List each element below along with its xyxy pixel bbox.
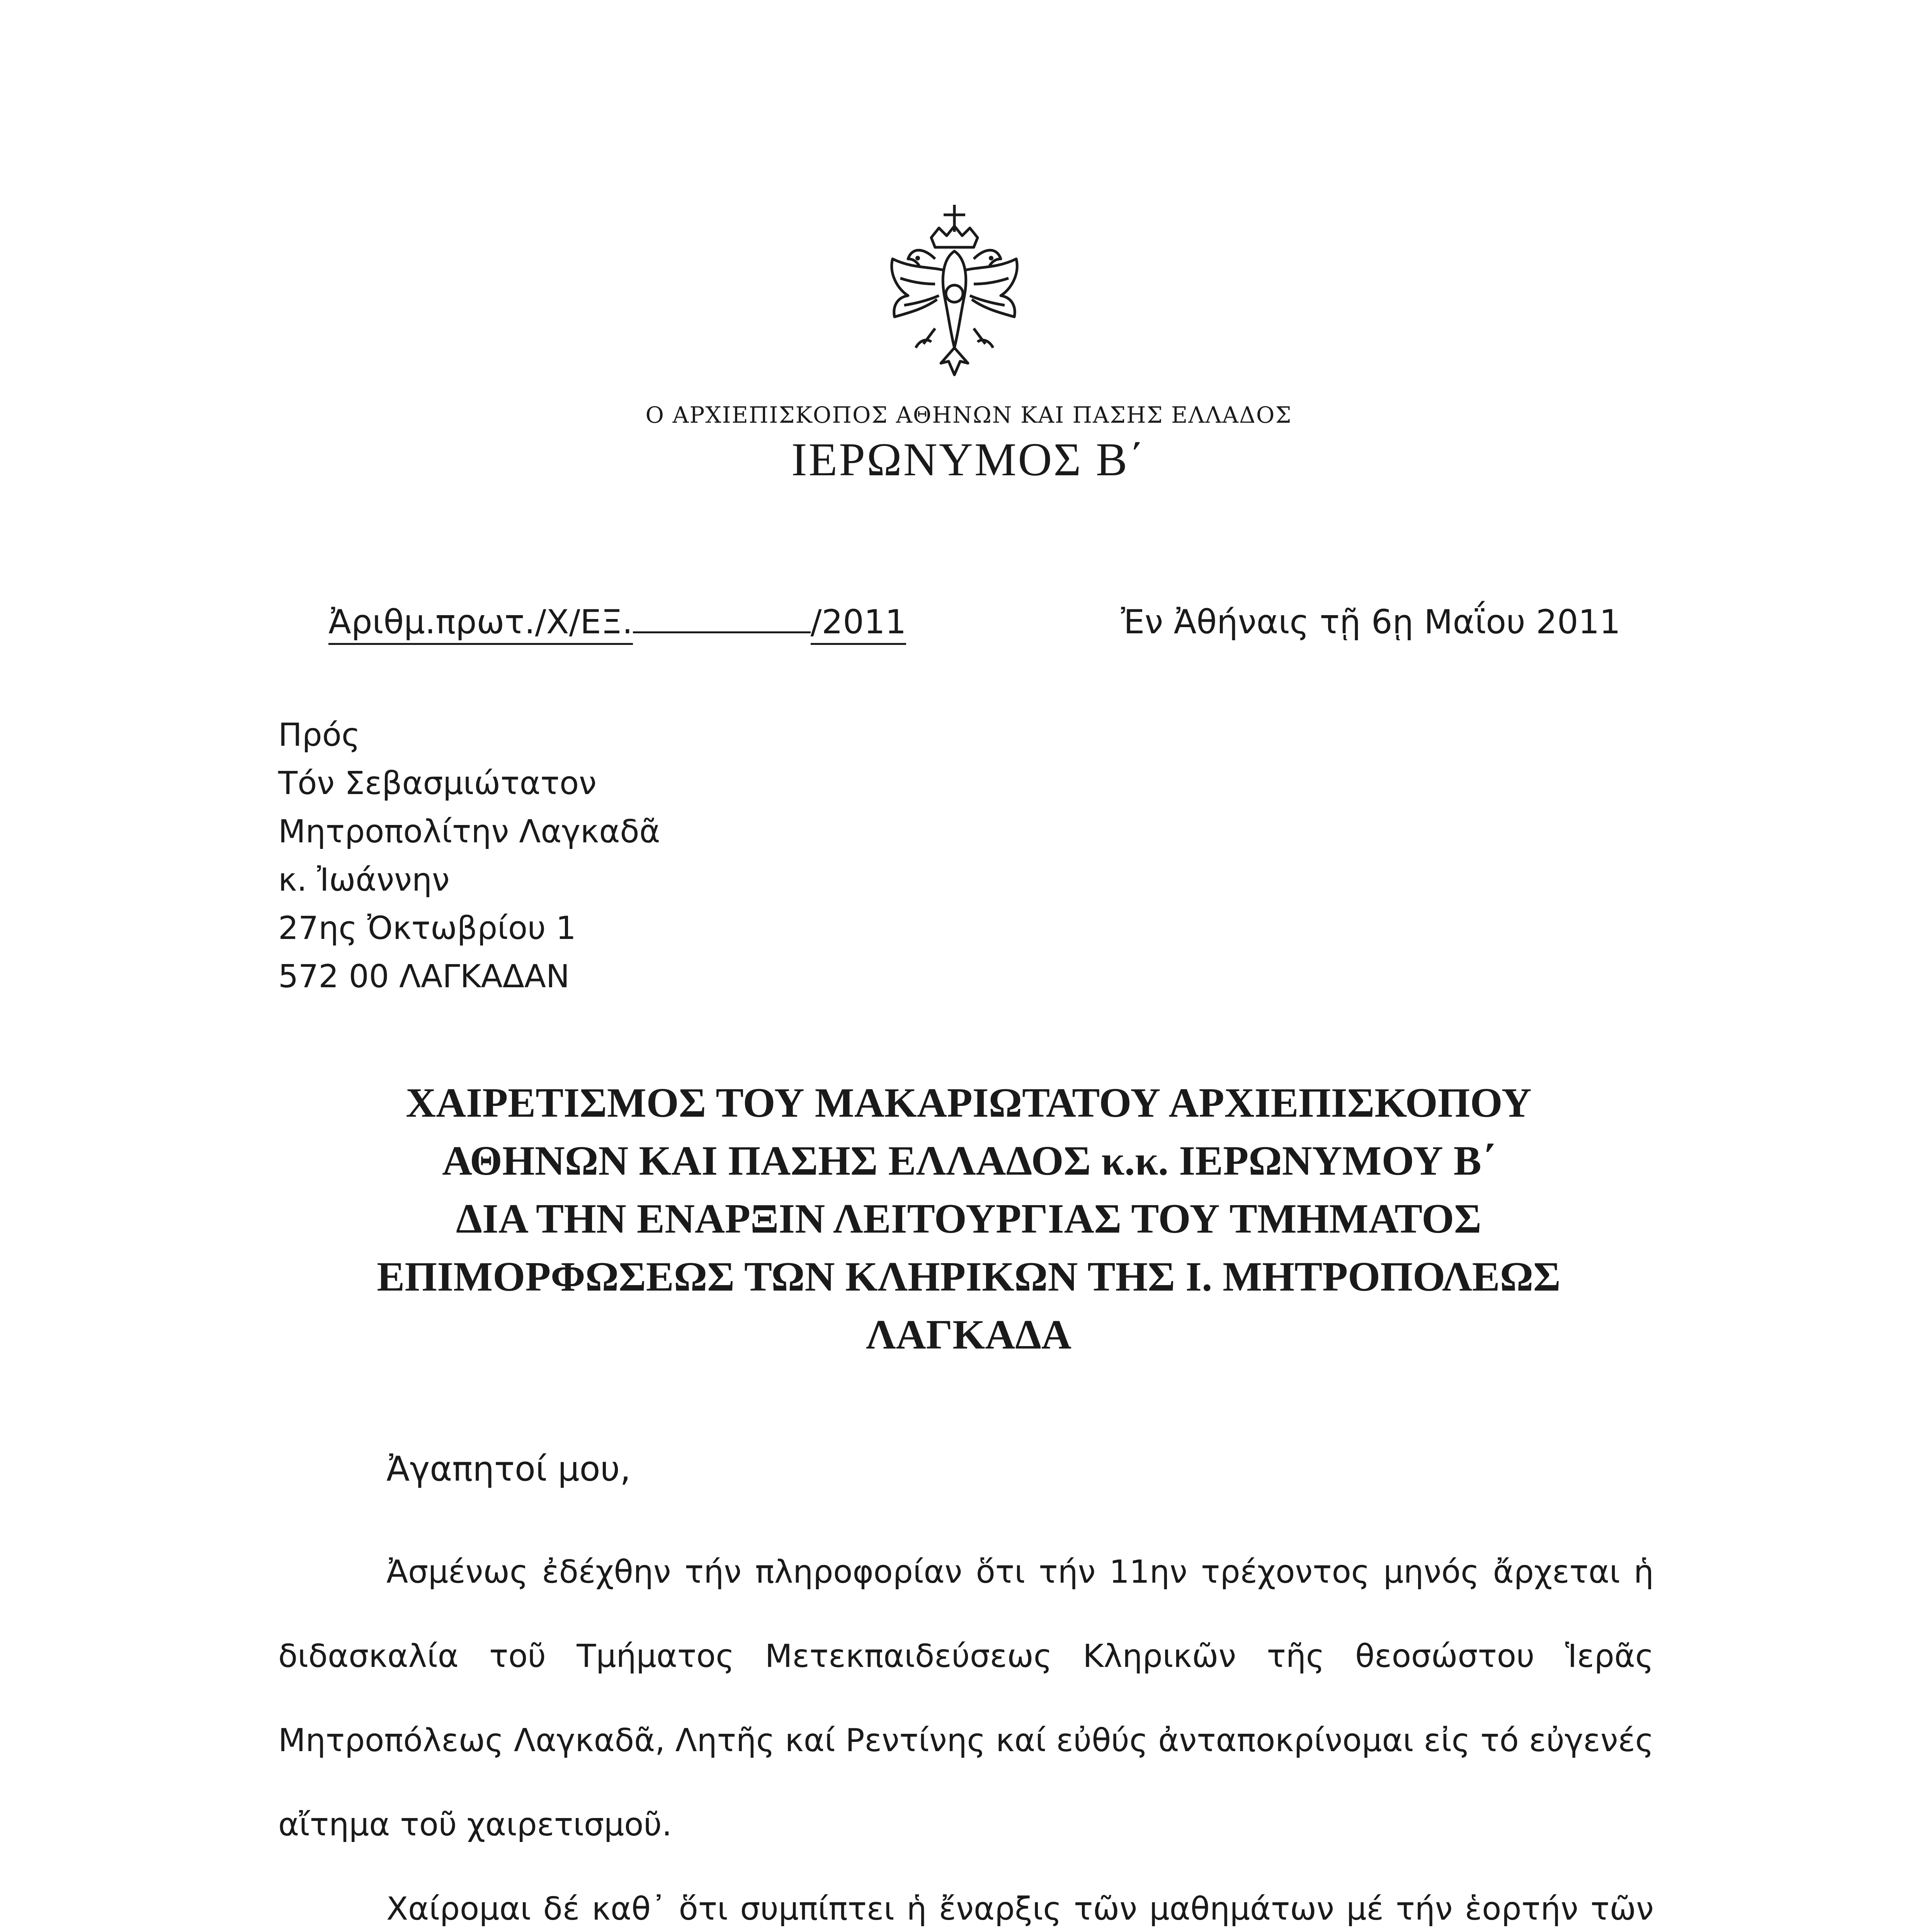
body-paragraph: Χαίρομαι δέ καθ᾽ ὅτι συμπίπτει ἡ ἔναρξις τῶν μαθημάτων μέ τήν ἑορτήν τῶν — [386, 1891, 1654, 1927]
address-line: Μητροπολίτην Λαγκαδᾶ — [278, 813, 660, 850]
double-headed-eagle-icon — [877, 201, 1032, 383]
protocol-number — [328, 603, 906, 645]
heading-line: ΧΑΙΡΕΤΙΣΜΟΣ ΤΟΥ ΜΑΚΑΡΙΩΤΑΤΟΥ ΑΡΧΙΕΠΙΣΚΟΠΟΥ — [406, 1080, 1532, 1126]
office-title: Ο ΑΡΧΙΕΠΙΣΚΟΠΟΣ ΑΘΗΝΩΝ ΚΑΙ ΠΑΣΗΣ ΕΛΛΑΔΟΣ — [645, 402, 1292, 428]
letter-heading — [0, 1074, 1932, 1364]
body-paragraph: Ἀσμένως ἐδέχθην τήν πληροφορίαν ὅτι τήν 11ην τρέχοντος μηνός ἄρχεται ἡ διδασκαλία τοῦ Τμήματος Μετεκπαιδεύσεως Κληρικῶν τῆς θεοσώστου Ἱερᾶς Μητροπόλεως Λαγκαδᾶ, Λητῆς καί Ρεντίνης καί εὐθύς ἀνταποκρίνομαι εἰς τό εὐγενές αἴτημα τοῦ χαιρετισμοῦ. — [278, 1554, 1654, 1843]
recipient-address — [278, 711, 660, 1001]
salutation: Ἀγαπητοί μου, — [386, 1449, 631, 1489]
heading-line: ΛΑΓΚΑΔΑ — [866, 1312, 1071, 1358]
address-line: Τόν Σεβασμιώτατον — [278, 765, 597, 802]
address-line: 572 00 ΛΑΓΚΑΔΑΝ — [278, 958, 570, 995]
protocol-prefix: Ἀριθμ.πρωτ./Χ/ΕΞ. — [328, 603, 633, 645]
address-line: 27ης Ὀκτωβρίου 1 — [278, 910, 576, 947]
heading-line: ΔΙΑ ΤΗΝ ΕΝΑΡΞΙΝ ΛΕΙΤΟΥΡΓΙΑΣ ΤΟΥ ΤΜΗΜΑΤΟΣ — [456, 1196, 1481, 1242]
protocol-year: /2011 — [811, 603, 906, 645]
protocol-blank — [633, 604, 811, 633]
letter-date: Ἐν Ἀθήναις τῇ 6ῃ Μαΐου 2011 — [1121, 603, 1621, 641]
archbishop-name: ΙΕΡΩΝΥΜΟΣ Β΄ — [791, 434, 1146, 486]
address-line: κ. Ἰωάννην — [278, 862, 450, 898]
heading-line: ΑΘΗΝΩΝ ΚΑΙ ΠΑΣΗΣ ΕΛΛΑΔΟΣ κ.κ. ΙΕΡΩΝΥΜΟΥ Β΄ — [442, 1138, 1495, 1184]
address-line: Πρός — [278, 717, 361, 753]
heading-line: ΕΠΙΜΟΡΦΩΣΕΩΣ ΤΩΝ ΚΛΗΡΙΚΩΝ ΤΗΣ Ι. ΜΗΤΡΟΠΟΛΕΩΣ — [377, 1254, 1561, 1300]
letter-body — [278, 1530, 1654, 1932]
